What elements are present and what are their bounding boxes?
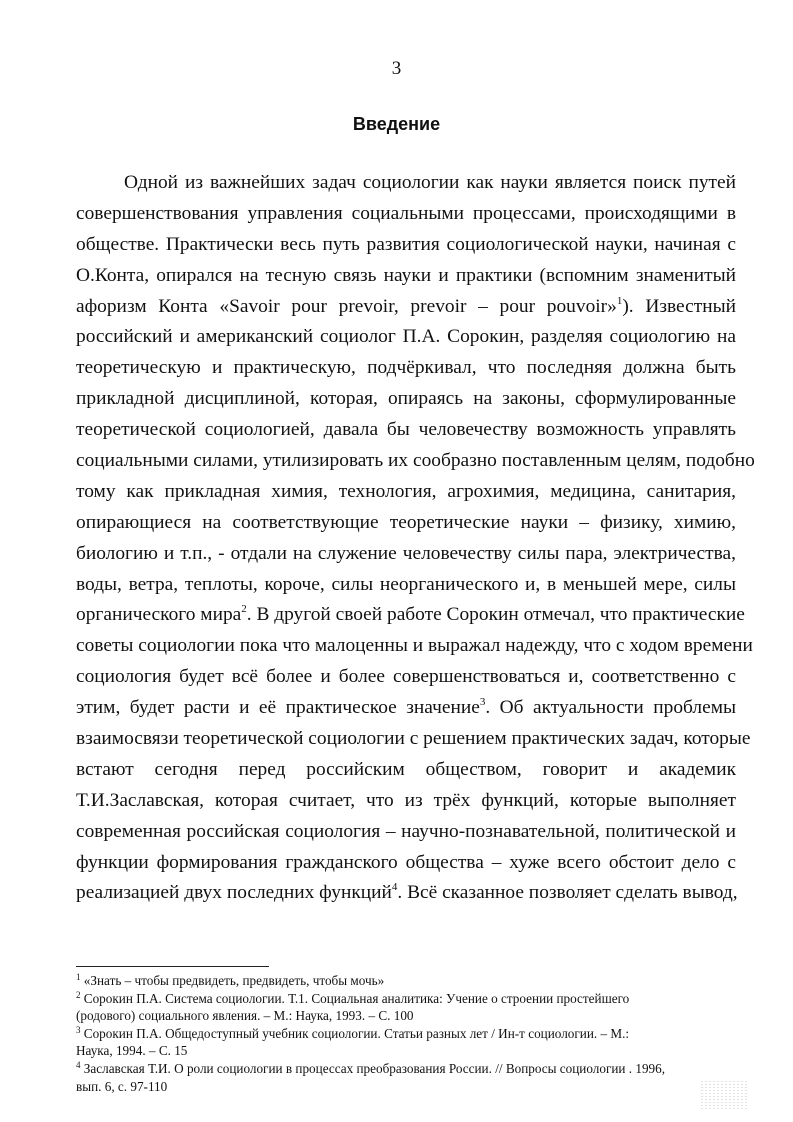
body-line-text: . Об актуальности проблемы bbox=[485, 697, 737, 719]
body-line-text: ). Известный bbox=[622, 295, 737, 317]
section-heading: Введение bbox=[352, 114, 441, 134]
footnote-1 bbox=[76, 972, 746, 990]
footnote-marker: 4 bbox=[76, 1059, 81, 1070]
footnote-separator bbox=[76, 966, 269, 967]
footnote-3-continued: Наука, 1994. – С. 15 bbox=[76, 1043, 188, 1059]
body-line: воды, ветра, теплоты, короче, силы неорганического и, в меньшей мере, силы bbox=[76, 573, 736, 595]
footnote-ref: 2 bbox=[241, 603, 247, 616]
body-line-text: . В другой своей работе Сорокин отмечал, что практические bbox=[246, 604, 745, 626]
body-line: теоретическую и практическую, подчёркивал, что последняя должна быть bbox=[76, 357, 736, 379]
page-number: 3 bbox=[391, 58, 402, 79]
footnote-text: Сорокин П.А. Система социологии. Т.1. Социальная аналитика: Учение о строении простейшего bbox=[83, 990, 630, 1006]
footnote-marker: 2 bbox=[76, 989, 81, 1000]
body-line-text: . Всё сказанное позволяет сделать вывод, bbox=[397, 882, 738, 904]
body-line: функции формирования гражданского общества – хуже всего обстоит дело с bbox=[76, 851, 736, 873]
body-line-text: реализацией двух последних функций bbox=[76, 882, 392, 904]
body-line: современная российская социология – научно-познавательной, политической и bbox=[76, 820, 736, 842]
body-line: совершенствования управления социальными процессами, происходящими в bbox=[76, 202, 736, 224]
scan-noise bbox=[700, 1080, 748, 1110]
body-line-text: органического мира bbox=[76, 604, 242, 626]
body-line bbox=[76, 292, 736, 323]
footnote-marker: 1 bbox=[76, 972, 81, 982]
footnote-3 bbox=[76, 1025, 746, 1043]
body-line: Одной из важнейших задач социологии как науки является поиск путей bbox=[124, 172, 736, 193]
body-line: встают сегодня перед российским обществом, говорит и академик bbox=[76, 758, 736, 780]
body-line: прикладной дисциплиной, которая, опираясь на законы, сформулированные bbox=[76, 388, 736, 410]
body-line bbox=[76, 693, 736, 724]
footnote-ref: 4 bbox=[391, 881, 398, 894]
body-line: социология будет всё более и более совершенствоваться и, соответственно с bbox=[76, 666, 736, 688]
body-line bbox=[76, 600, 745, 631]
footnote-2-continued: (родового) социального явления. – М.: Наука, 1993. – С. 100 bbox=[76, 1008, 414, 1024]
footnote-text: Сорокин П.А. Общедоступный учебник социологии. Статьи разных лет / Ин-т социологии. – М.: bbox=[83, 1025, 630, 1041]
footnotes-block bbox=[76, 972, 746, 1095]
footnote-text: «Знать – чтобы предвидеть, предвидеть, чтобы мочь» bbox=[83, 973, 385, 988]
body-line: взаимосвязи теоретической социологии с решением практических задач, которые bbox=[76, 728, 751, 750]
body-line: социальными силами, утилизировать их сообразно поставленным целям, подобно bbox=[76, 450, 755, 472]
body-line: тому как прикладная химия, технология, агрохимия, медицина, санитария, bbox=[76, 480, 736, 502]
footnote-text: Заславская Т.И. О роли социологии в процессах преобразования России. // Вопросы социологии . 1996, bbox=[83, 1060, 666, 1076]
body-line: советы социологии пока что малоценны и выражал надежду, что с ходом времени bbox=[76, 635, 753, 657]
body-line: теоретической социологией, давала бы человечеству возможность управлять bbox=[76, 419, 736, 441]
body-line-text: афоризм Конта «Savoir pour prevoir, prevoir – pour pouvoir» bbox=[76, 295, 617, 317]
footnote-4-continued: вып. 6, с. 97-110 bbox=[76, 1078, 168, 1094]
body-line: российский и американский социолог П.А. Сорокин, разделяя социологию на bbox=[76, 326, 736, 348]
footnote-ref: 3 bbox=[479, 696, 486, 709]
body-line: Т.И.Заславская, которая считает, что из трёх функций, которые выполняет bbox=[76, 789, 736, 811]
body-line: опирающиеся на соответствующие теоретические науки – физику, химию, bbox=[76, 511, 736, 533]
footnote-4 bbox=[76, 1060, 746, 1078]
body-line: обществе. Практически весь путь развития социологической науки, начиная с bbox=[76, 233, 736, 255]
body-line bbox=[76, 878, 736, 909]
body-line-text: этим, будет расти и её практическое значение bbox=[76, 697, 480, 719]
footnote-2 bbox=[76, 990, 746, 1008]
body-line: О.Конта, опирался на тесную связь науки и практики (вспомним знаменитый bbox=[76, 264, 736, 286]
body-paragraph bbox=[76, 168, 755, 909]
body-line: биологию и т.п., - отдали на служение человечеству силы пара, электричества, bbox=[76, 542, 736, 564]
footnote-marker: 3 bbox=[76, 1024, 81, 1035]
footnote-ref: 1 bbox=[616, 294, 623, 307]
